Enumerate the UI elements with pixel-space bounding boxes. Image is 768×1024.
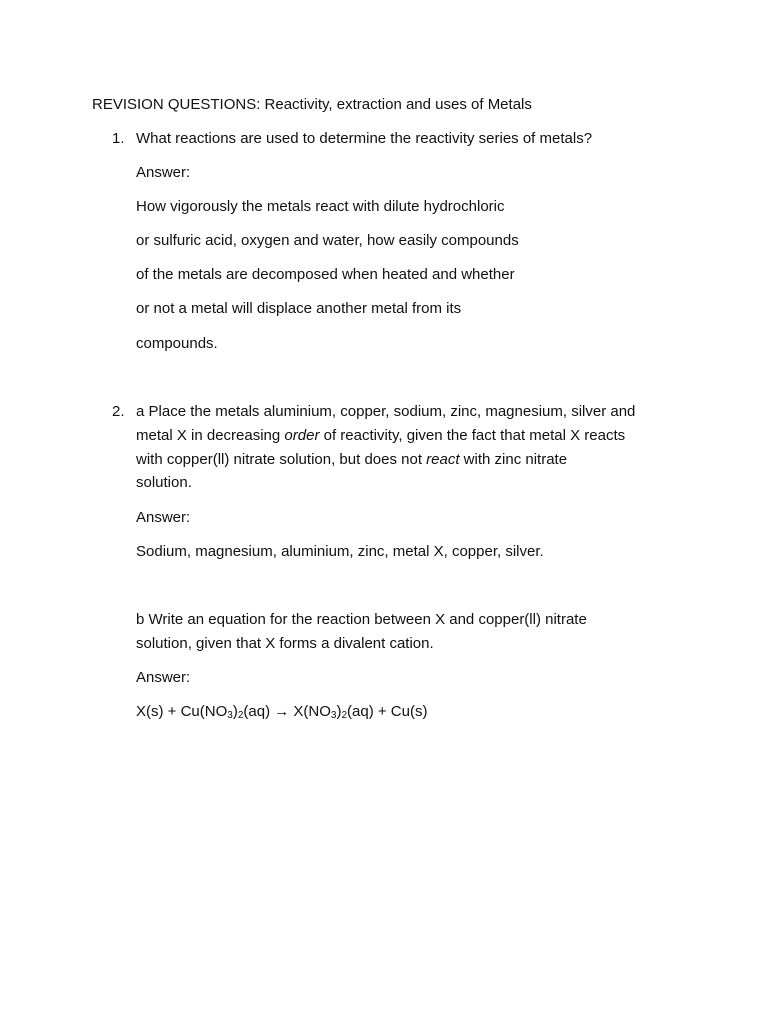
question-2a-line <box>136 426 625 446</box>
subscript: 2 <box>341 710 348 721</box>
question-1-answer-line: or not a metal will displace another metal from its <box>136 300 462 317</box>
question-2a-text: of reactivity, given the fact that metal X reacts <box>319 427 626 444</box>
question-2a-line <box>136 450 567 470</box>
question-1-answer-line: compounds. <box>136 335 218 352</box>
reaction-arrow-icon: → <box>274 703 290 720</box>
question-1-answer-line: of the metals are decomposed when heated and whether <box>136 266 515 283</box>
chemical-equation <box>136 702 427 722</box>
question-2b-answer-label: Answer: <box>136 669 191 686</box>
question-2a-emphasis: react <box>426 451 460 468</box>
equation-bracket: ) <box>232 703 238 720</box>
question-2a-answer: Sodium, magnesium, aluminium, zinc, metal X, copper, silver. <box>136 543 544 560</box>
question-2a-emphasis: order <box>284 427 320 444</box>
question-2b-line: b Write an equation for the reaction between X and copper(ll) nitrate <box>136 611 587 628</box>
question-2a-text: metal X in decreasing <box>136 427 285 444</box>
question-2a-line: a Place the metals aluminium, copper, sodium, zinc, magnesium, silver and <box>136 403 636 420</box>
equation-reactants: X(s) + Cu(NO <box>136 703 228 720</box>
question-2a-text: with copper(ll) nitrate solution, but does not <box>136 451 427 468</box>
question-1-answer-label: Answer: <box>136 164 191 181</box>
question-1-text: What reactions are used to determine the reactivity series of metals? <box>136 130 593 147</box>
question-2-number: 2. <box>112 403 125 420</box>
question-1-number: 1. <box>112 130 125 147</box>
question-2b-line: solution, given that X forms a divalent cation. <box>136 635 434 652</box>
question-2a-answer-label: Answer: <box>136 509 191 526</box>
subscript: 2 <box>237 710 244 721</box>
subscript: 3 <box>227 710 233 721</box>
question-1-answer-line: How vigorously the metals react with dilute hydrochloric <box>136 198 505 215</box>
question-1-answer-line: or sulfuric acid, oxygen and water, how easily compounds <box>136 232 519 249</box>
equation-products: X(NO <box>289 703 331 720</box>
equation-state: (aq) <box>243 703 275 720</box>
equation-state: (aq) + Cu(s) <box>347 703 428 720</box>
question-2a-text: with zinc nitrate <box>459 451 568 468</box>
page-title: REVISION QUESTIONS: Reactivity, extraction and uses of Metals <box>92 96 532 113</box>
subscript: 3 <box>330 710 337 721</box>
question-2a-line: solution. <box>136 474 192 491</box>
equation-bracket: ) <box>336 703 342 720</box>
